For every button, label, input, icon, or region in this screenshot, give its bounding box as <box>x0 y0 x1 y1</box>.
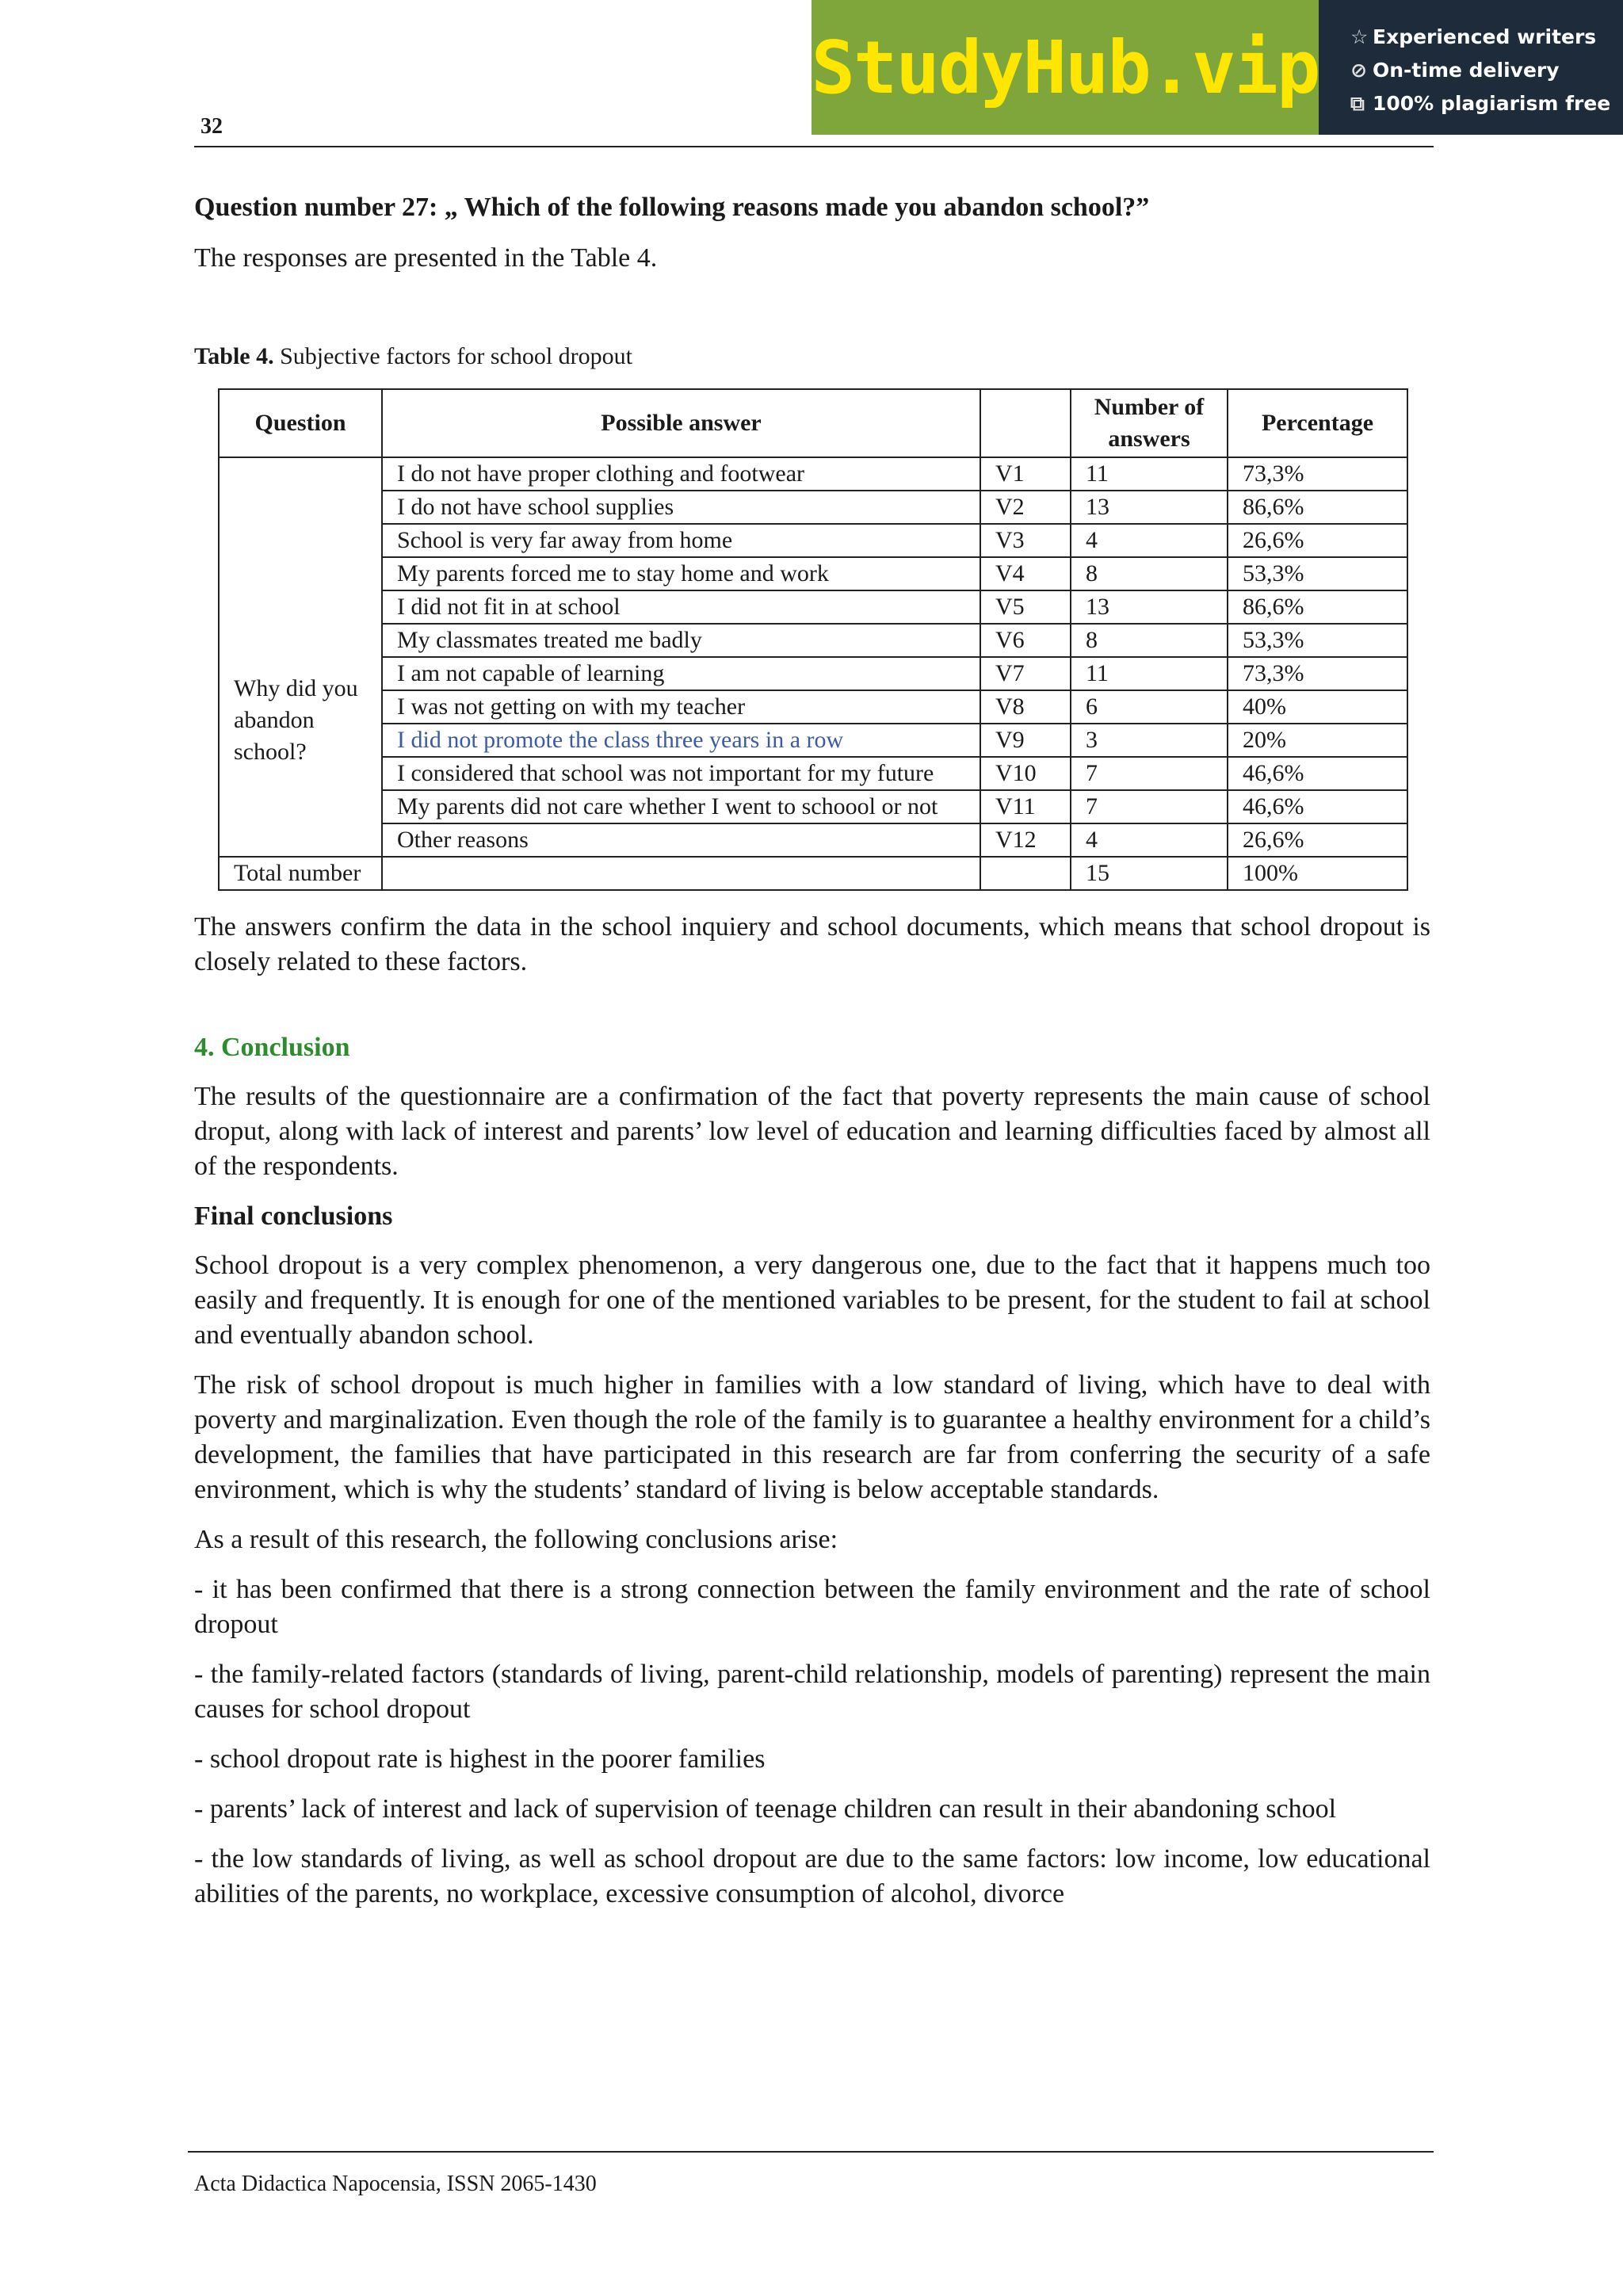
code-cell: V1 <box>980 457 1071 491</box>
answer-cell: I am not capable of learning <box>382 657 980 690</box>
count-cell: 8 <box>1071 624 1228 657</box>
percent-cell: 46,6% <box>1228 790 1407 823</box>
footer-rule <box>188 2151 1434 2153</box>
percent-cell: 46,6% <box>1228 757 1407 790</box>
table-row <box>219 524 1407 557</box>
table-header-row <box>219 389 1407 457</box>
table-row <box>219 557 1407 590</box>
count-cell: 7 <box>1071 757 1228 790</box>
header-code <box>980 389 1071 457</box>
code-cell: V11 <box>980 790 1071 823</box>
count-cell: 11 <box>1071 457 1228 491</box>
feature-plagiarism-free: ⧉ 100% plagiarism free <box>1350 87 1623 120</box>
answer-cell-highlighted: I did not promote the class three years in a row <box>382 724 980 757</box>
star-icon: ☆ <box>1350 25 1369 48</box>
bullet-point: - the low standards of living, as well as school dropout are due to the same factors: low income, low educational abilities of the parents, no workplace, excessive consumption of alcohol, divorce <box>194 1844 1430 1908</box>
code-cell: V6 <box>980 624 1071 657</box>
question-heading: Question number 27: „ Which of the following reasons made you abandon school?” <box>194 193 1150 222</box>
body-paragraph: The risk of school dropout is much higher in families with a low standard of living, which have to deal with poverty and marginalization. Even though the role of the family is to guarantee a healthy environment for a child’s development, the families that have participated in this research are far from conferring the security of a safe environment, which is why the students’ standard of living is below acceptable standards. <box>194 1370 1430 1504</box>
answer-cell: I did not fit in at school <box>382 590 980 624</box>
code-cell: V9 <box>980 724 1071 757</box>
answer-cell: I do not have school supplies <box>382 491 980 524</box>
table-row <box>219 491 1407 524</box>
conclusion-paragraph: The results of the questionnaire are a confirmation of the fact that poverty represents the main cause of school droput, along with lack of interest and parents’ low level of education and learning difficulties faced by almost all of the respondents. <box>194 1082 1430 1181</box>
body-paragraph: As a result of this research, the following conclusions arise: <box>194 1525 838 1554</box>
total-count-cell: 15 <box>1071 857 1228 890</box>
table-commentary: The answers confirm the data in the school inquiery and school documents, which means that school dropout is closely related to these factors. <box>194 912 1430 976</box>
bullet-point: - the family-related factors (standards of living, parent-child relationship, models of parenting) represent the main causes for school dropout <box>194 1660 1430 1724</box>
table-row <box>219 790 1407 823</box>
empty-cell <box>382 857 980 890</box>
total-percent-cell: 100% <box>1228 857 1407 890</box>
final-conclusions-heading: Final conclusions <box>194 1201 393 1231</box>
total-label-cell: Total number <box>219 857 382 890</box>
code-cell: V5 <box>980 590 1071 624</box>
answer-cell: Other reasons <box>382 823 980 857</box>
percent-cell: 53,3% <box>1228 624 1407 657</box>
table-row <box>219 624 1407 657</box>
percent-cell: 86,6% <box>1228 491 1407 524</box>
code-cell: V8 <box>980 690 1071 724</box>
journal-footer: Acta Didactica Napocensia, ISSN 2065-1430 <box>194 2172 597 2196</box>
bullet-point: - school dropout rate is highest in the poorer families <box>194 1744 766 1774</box>
percent-cell: 53,3% <box>1228 557 1407 590</box>
percent-cell: 20% <box>1228 724 1407 757</box>
header-rule <box>194 146 1434 147</box>
percent-cell: 73,3% <box>1228 457 1407 491</box>
count-cell: 11 <box>1071 657 1228 690</box>
bullet-point: - it has been confirmed that there is a strong connection between the family environment and the rate of school dropout <box>194 1575 1430 1639</box>
count-cell: 3 <box>1071 724 1228 757</box>
question-intro: The responses are presented in the Table 4. <box>194 243 658 273</box>
page-content <box>194 190 1430 1927</box>
clock-icon: ⊘ <box>1350 59 1367 82</box>
studyhub-banner[interactable] <box>812 0 1623 135</box>
percent-cell: 73,3% <box>1228 657 1407 690</box>
table-row <box>219 590 1407 624</box>
table-row <box>219 724 1407 757</box>
answer-cell: I do not have proper clothing and footwear <box>382 457 980 491</box>
answer-cell: I considered that school was not important for my future <box>382 757 980 790</box>
count-cell: 7 <box>1071 790 1228 823</box>
percent-cell: 40% <box>1228 690 1407 724</box>
percent-cell: 26,6% <box>1228 823 1407 857</box>
code-cell: V3 <box>980 524 1071 557</box>
table-caption: Table 4. Subjective factors for school dropout <box>194 343 632 369</box>
table-row <box>219 690 1407 724</box>
conclusion-heading: 4. Conclusion <box>194 1033 350 1062</box>
header-number-of-answers: Number of answers <box>1071 389 1228 457</box>
table-row <box>219 657 1407 690</box>
header-possible-answer: Possible answer <box>382 389 980 457</box>
percent-cell: 86,6% <box>1228 590 1407 624</box>
count-cell: 8 <box>1071 557 1228 590</box>
answer-cell: My classmates treated me badly <box>382 624 980 657</box>
body-paragraph: School dropout is a very complex phenomenon, a very dangerous one, due to the fact that it happens much too easily and frequently. It is enough for one of the mentioned variables to be present, for the student to fail at school and eventually abandon school. <box>194 1251 1430 1350</box>
answer-cell: My parents did not care whether I went to schoool or not <box>382 790 980 823</box>
code-cell: V12 <box>980 823 1071 857</box>
studyhub-logo[interactable]: StudyHub.vip <box>812 0 1319 135</box>
answer-cell: My parents forced me to stay home and work <box>382 557 980 590</box>
question-cell: Why did you abandon school? <box>219 457 382 857</box>
count-cell: 4 <box>1071 823 1228 857</box>
table-total-row <box>219 857 1407 890</box>
table-row <box>219 823 1407 857</box>
answer-cell: I was not getting on with my teacher <box>382 690 980 724</box>
count-cell: 13 <box>1071 590 1228 624</box>
copy-icon: ⧉ <box>1350 92 1365 115</box>
banner-feature-list <box>1319 0 1623 135</box>
header-question: Question <box>219 389 382 457</box>
feature-on-time-delivery: ⊘ On-time delivery <box>1350 54 1623 87</box>
page-number: 32 <box>200 114 223 139</box>
empty-cell <box>980 857 1071 890</box>
answer-cell: School is very far away from home <box>382 524 980 557</box>
count-cell: 6 <box>1071 690 1228 724</box>
code-cell: V4 <box>980 557 1071 590</box>
table-row <box>219 757 1407 790</box>
code-cell: V2 <box>980 491 1071 524</box>
code-cell: V10 <box>980 757 1071 790</box>
feature-experienced-writers: ☆ Experienced writers <box>1350 21 1623 54</box>
bullet-point: - parents’ lack of interest and lack of supervision of teenage children can result in their abandoning school <box>194 1794 1337 1824</box>
dropout-factors-table <box>218 388 1408 891</box>
header-percentage: Percentage <box>1228 389 1407 457</box>
count-cell: 13 <box>1071 491 1228 524</box>
code-cell: V7 <box>980 657 1071 690</box>
count-cell: 4 <box>1071 524 1228 557</box>
table-row <box>219 457 1407 491</box>
percent-cell: 26,6% <box>1228 524 1407 557</box>
